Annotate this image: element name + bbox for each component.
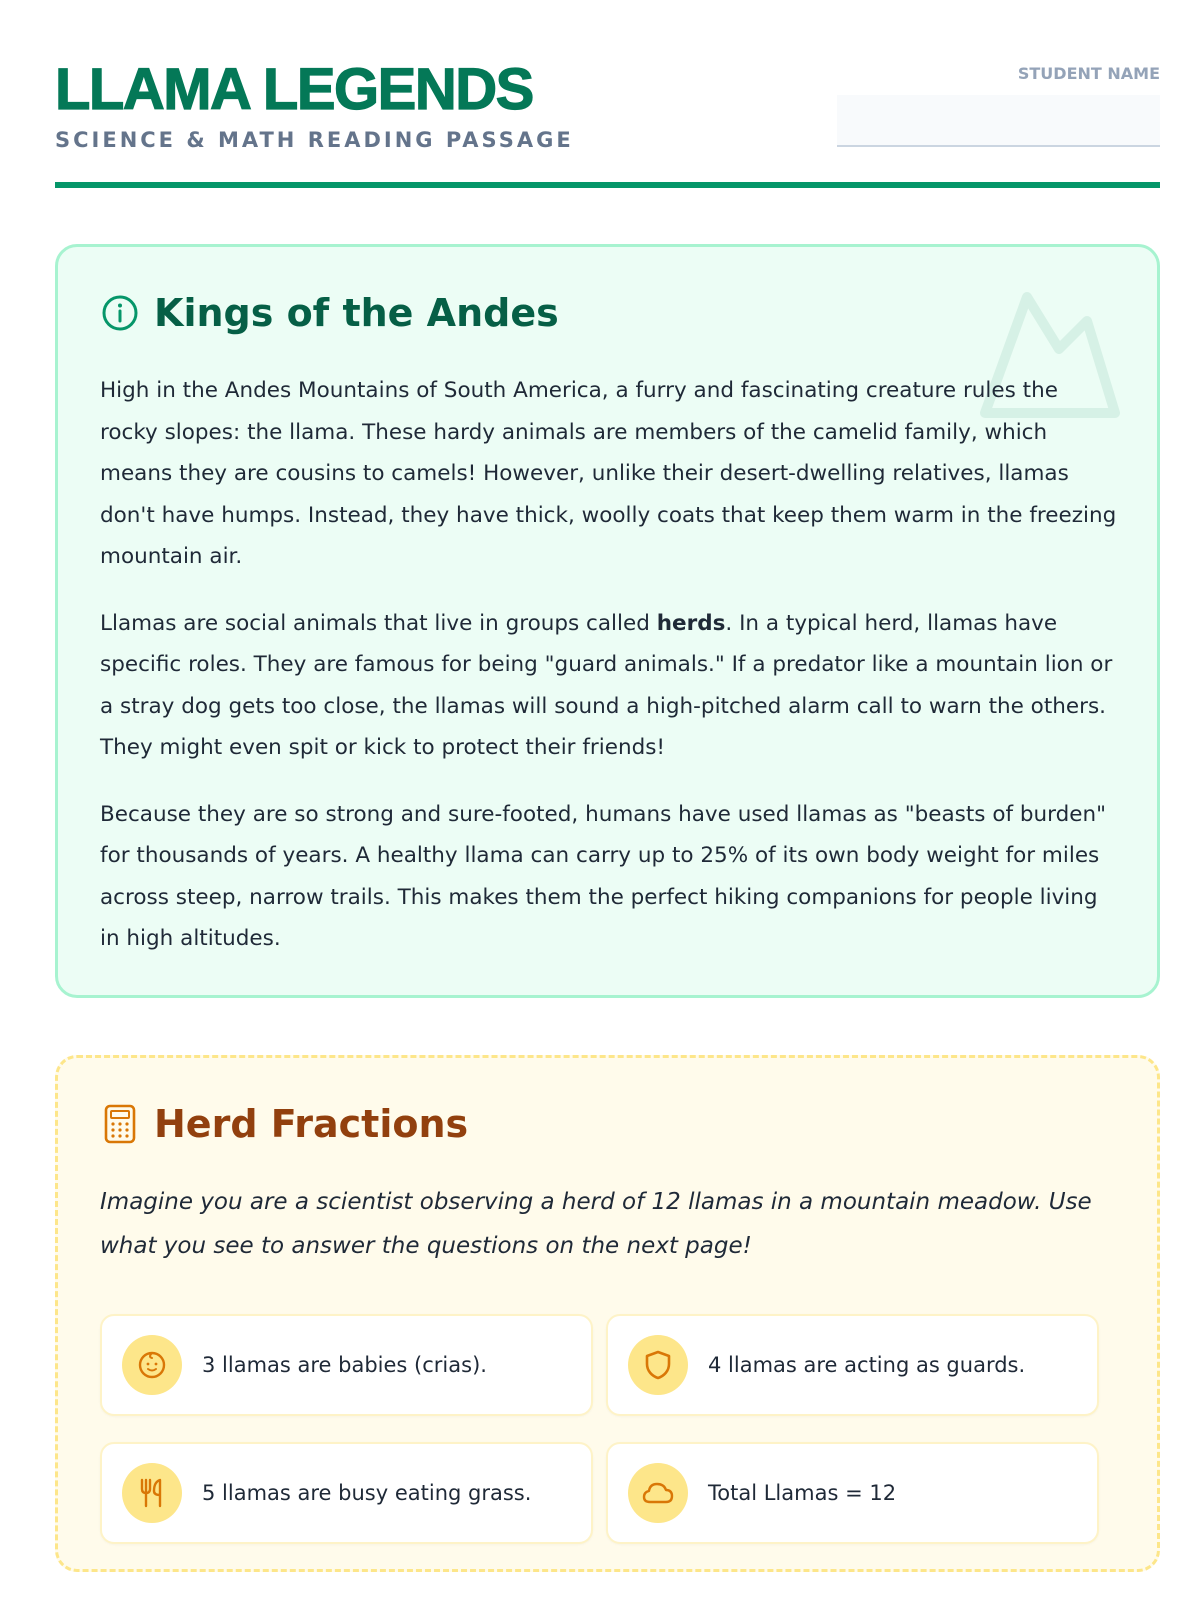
fact-card-guards [606,1314,1099,1416]
keyword-herds: herds [656,610,726,636]
worksheet-header [55,58,1160,188]
passage-heading [100,291,559,335]
fact-text: 3 llamas are babies (crias). [202,1353,487,1377]
math-intro: Imagine you are a scientist observing a herd of 12 llamas in a mountain meadow. Use what you see to answer the questions on the next page! [100,1189,1092,1259]
fact-card-total [606,1442,1099,1544]
worksheet-subtitle: SCIENCE & MATH READING PASSAGE [55,128,574,152]
fact-card-eating [100,1442,593,1544]
math-heading [100,1102,468,1146]
fact-text: 5 llamas are busy eating grass. [202,1481,532,1505]
student-name-label: STUDENT NAME [1017,64,1160,83]
paragraph-text: Llamas are social animals that live in groups called [100,610,657,636]
fact-text: 4 llamas are acting as guards. [708,1353,1026,1377]
fact-text: Total Llamas = 12 [708,1481,897,1505]
shield-icon [628,1335,688,1395]
herd-fractions-card [55,1055,1160,1572]
utensils-icon [122,1463,182,1523]
student-name-input[interactable] [837,95,1160,147]
math-title: Herd Fractions [154,1102,469,1146]
worksheet-title: LLAMA LEGENDS [55,57,533,122]
paragraph-text: . In a typical herd, llamas have specific roles. They are famous for being "guard animals." If a predator like a mountain lion or a stray dog gets too close, the llamas will sound a high-pitched alarm call to warn the others. They might even spit or kick to protect their friends! [100,610,1113,760]
passage-paragraph: Because they are so strong and sure-footed, humans have used llamas as "beasts of burden" for thousands of years. A healthy llama can carry up to 25% of its own body weight for miles across steep, narrow trails. This makes them the perfect hiking companions for people living in high altitudes. [100,801,1107,951]
baby-face-icon [122,1335,182,1395]
passage-paragraph [100,603,1120,769]
cloud-icon [628,1463,688,1523]
passage-body [100,370,1120,985]
student-name-block [837,64,1160,147]
info-circle-icon [100,293,140,333]
header-divider [55,182,1160,188]
calculator-icon [100,1104,140,1144]
fact-card-babies [100,1314,593,1416]
reading-passage-card [55,244,1160,998]
passage-paragraph: High in the Andes Mountains of South America, a furry and fascinating creature rules the rocky slopes: the llama. These hardy animals are members of the camelid family, which means they are cousins to camels! However, unlike their desert-dwelling relatives, llamas don't have humps. Instead, they have thick, woolly coats that keep them warm in the freezing mountain air. [100,378,1117,569]
passage-title: Kings of the Andes [154,291,559,335]
